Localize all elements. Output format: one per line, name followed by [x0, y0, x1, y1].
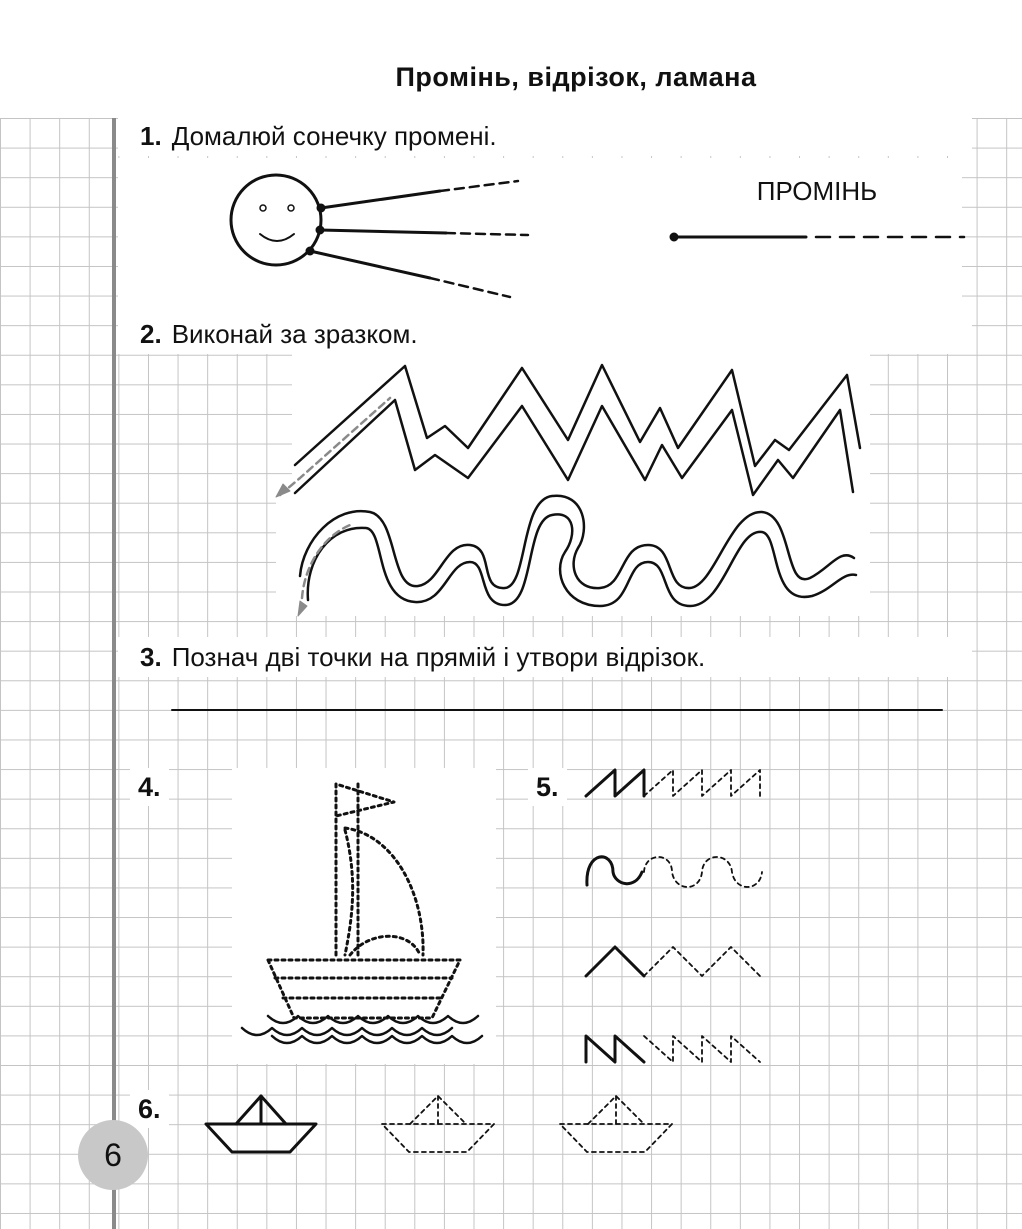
page-number: 6 — [78, 1120, 148, 1190]
pattern-sawtooth-2 — [586, 1036, 760, 1062]
task-6-number: 6. — [130, 1090, 169, 1128]
pattern-sawtooth-1 — [586, 770, 760, 796]
task-4-number: 4. — [130, 768, 169, 806]
task-number: 1. — [140, 121, 162, 151]
task-text: Познач дві точки на прямій і утвори відрізок. — [171, 642, 706, 672]
task-5-number: 5. — [528, 768, 567, 806]
sun-drawing — [231, 175, 528, 297]
paper-boat-solid — [206, 1096, 316, 1152]
task-number: 3. — [140, 642, 162, 672]
zigzag-band — [276, 365, 860, 497]
paper-boat-dashed-2 — [560, 1096, 672, 1152]
boat-waves — [242, 1016, 482, 1043]
task-text: Виконай за зразком. — [171, 319, 418, 349]
ray-sample — [670, 233, 964, 241]
page-title: Промінь, відрізок, ламана — [395, 62, 757, 92]
task-text: Домалюй сонечку промені. — [171, 121, 497, 151]
paper-boat-dashed-1 — [382, 1096, 494, 1152]
pattern-arches — [587, 857, 762, 887]
dotted-boat — [268, 784, 460, 1018]
ray-label: ПРОМІНЬ — [730, 170, 904, 212]
pattern-zigzag — [586, 947, 760, 976]
task-number: 2. — [140, 319, 162, 349]
wave-band — [298, 496, 856, 616]
